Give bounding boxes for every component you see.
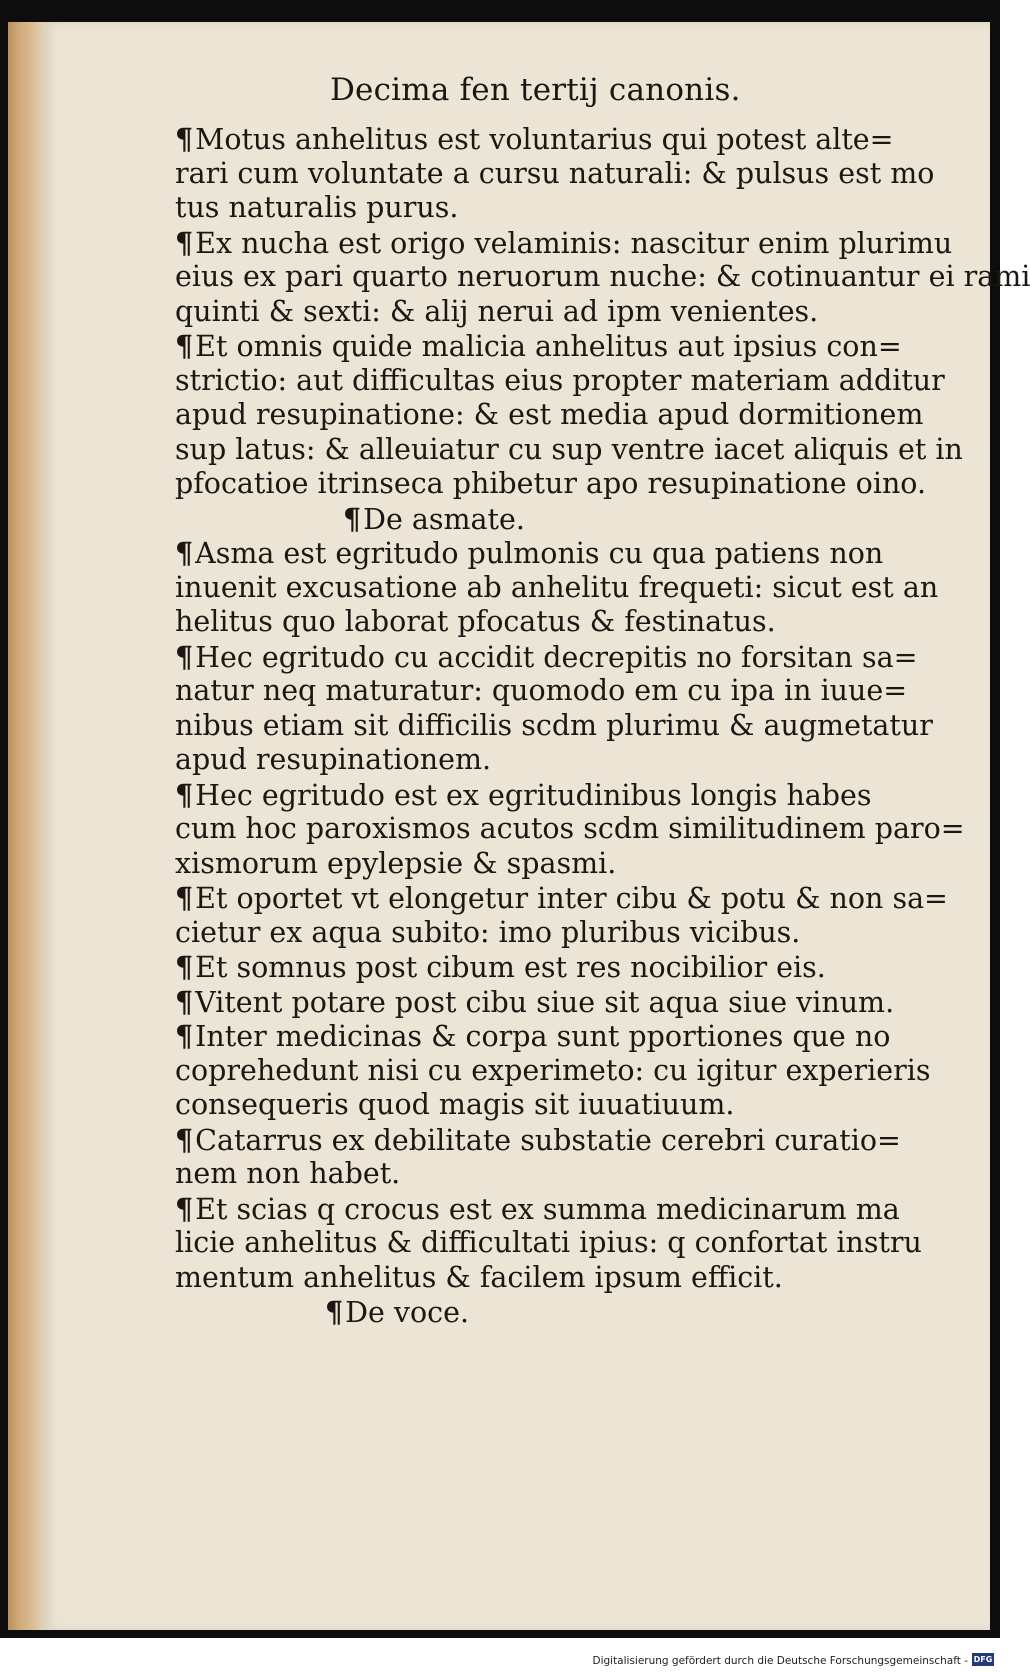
text-line: xismorum epylepsie & spasmi.	[175, 846, 617, 880]
text-line: ¶Motus anhelitus est voluntarius qui potest alte=	[175, 122, 894, 156]
text-line: rari cum voluntate a cursu naturali: & pulsus est mo	[175, 156, 935, 190]
section-heading-voce: ¶De voce.	[325, 1295, 470, 1329]
text-line: cietur ex aqua subito: imo pluribus vicibus.	[175, 915, 801, 949]
text-line: natur neq maturatur: quomodo em cu ipa in iuue=	[175, 674, 908, 707]
text-line: ¶Inter medicinas & corpa sunt pportiones que no	[175, 1019, 891, 1053]
text-line: ¶Hec egritudo cu accidit decrepitis no forsitan sa=	[175, 639, 918, 674]
text-line: inuenit excusatione ab anhelitu frequeti: sicut est an	[175, 570, 939, 604]
pilcrow: ¶	[175, 1019, 194, 1053]
pilcrow: ¶	[175, 329, 194, 363]
text-line: coprehedunt nisi cu experimeto: cu igitur experieris	[175, 1053, 931, 1087]
running-header: Decima fen tertij canonis.	[330, 72, 741, 108]
pilcrow: ¶	[325, 1295, 344, 1329]
section-heading-asma: ¶De asmate.	[343, 501, 525, 536]
pilcrow: ¶	[175, 639, 194, 674]
text-line: strictio: aut difficultas eius propter materiam additur	[175, 363, 945, 397]
digitization-credit: Digitalisierung gefördert durch die Deutsche Forschungsgemeinschaft -	[592, 1655, 968, 1667]
pilcrow: ¶	[175, 1191, 194, 1226]
text-line: nem non habet.	[175, 1157, 401, 1190]
pilcrow: ¶	[343, 501, 362, 536]
text-line: apud resupinationem.	[175, 743, 492, 776]
text-line: apud resupinatione: & est media apud dormitionem	[175, 398, 924, 431]
text-line: ¶Vitent potare post cibu siue sit aqua siue vinum.	[175, 984, 895, 1019]
text-line: ¶Et scias q crocus est ex summa medicinarum ma	[175, 1191, 900, 1226]
pilcrow: ¶	[175, 950, 194, 984]
text-line: ¶Ex nucha est origo velaminis: nascitur enim plurimu	[175, 225, 953, 260]
text-line: ¶Et omnis quide malicia anhelitus aut ipsius con=	[175, 329, 902, 363]
text-line: licie anhelitus & difficultati ipius: q confortat instru	[175, 1226, 922, 1259]
pilcrow: ¶	[175, 984, 194, 1019]
text-line: eius ex pari quarto neruorum nuche: & cotinuantur ei rami	[175, 260, 1030, 293]
text-line: pfocatioe itrinseca phibetur apo resupinatione oino.	[175, 467, 927, 500]
text-line: ¶Et oportet vt elongetur inter cibu & potu & non sa=	[175, 881, 948, 915]
text-line: sup latus: & alleuiatur cu sup ventre iacet aliquis et in	[175, 432, 963, 466]
text-line: ¶Catarrus ex debilitate substatie cerebri curatio=	[175, 1122, 901, 1157]
text-line: helitus quo laborat pfocatus & festinatus.	[175, 605, 776, 638]
text-line: ¶Hec egritudo est ex egritudinibus longis habes	[175, 777, 872, 812]
dfg-logo: DFG	[973, 1655, 993, 1664]
text-line: tus naturalis purus.	[175, 191, 459, 224]
pilcrow: ¶	[175, 225, 194, 260]
pilcrow: ¶	[175, 777, 194, 812]
text-line: consequeris quod magis sit iuuatiuum.	[175, 1088, 735, 1121]
text-line: cum hoc paroxismos acutos scdm similitudinem paro=	[175, 812, 965, 845]
text-line: ¶Asma est egritudo pulmonis cu qua patiens non	[175, 536, 884, 570]
pilcrow: ¶	[175, 881, 194, 915]
text-line: mentum anhelitus & facilem ipsum efficit.	[175, 1260, 783, 1294]
text-line: ¶Et somnus post cibum est res nocibilior eis.	[175, 950, 826, 984]
pilcrow: ¶	[175, 122, 194, 156]
text-line: nibus etiam sit difficilis scdm plurimu & augmetatur	[175, 708, 933, 742]
text-block	[175, 122, 1030, 1330]
pilcrow: ¶	[175, 1122, 194, 1157]
text-line: quinti & sexti: & alij nerui ad ipm venientes.	[175, 294, 819, 328]
pilcrow: ¶	[175, 536, 194, 570]
